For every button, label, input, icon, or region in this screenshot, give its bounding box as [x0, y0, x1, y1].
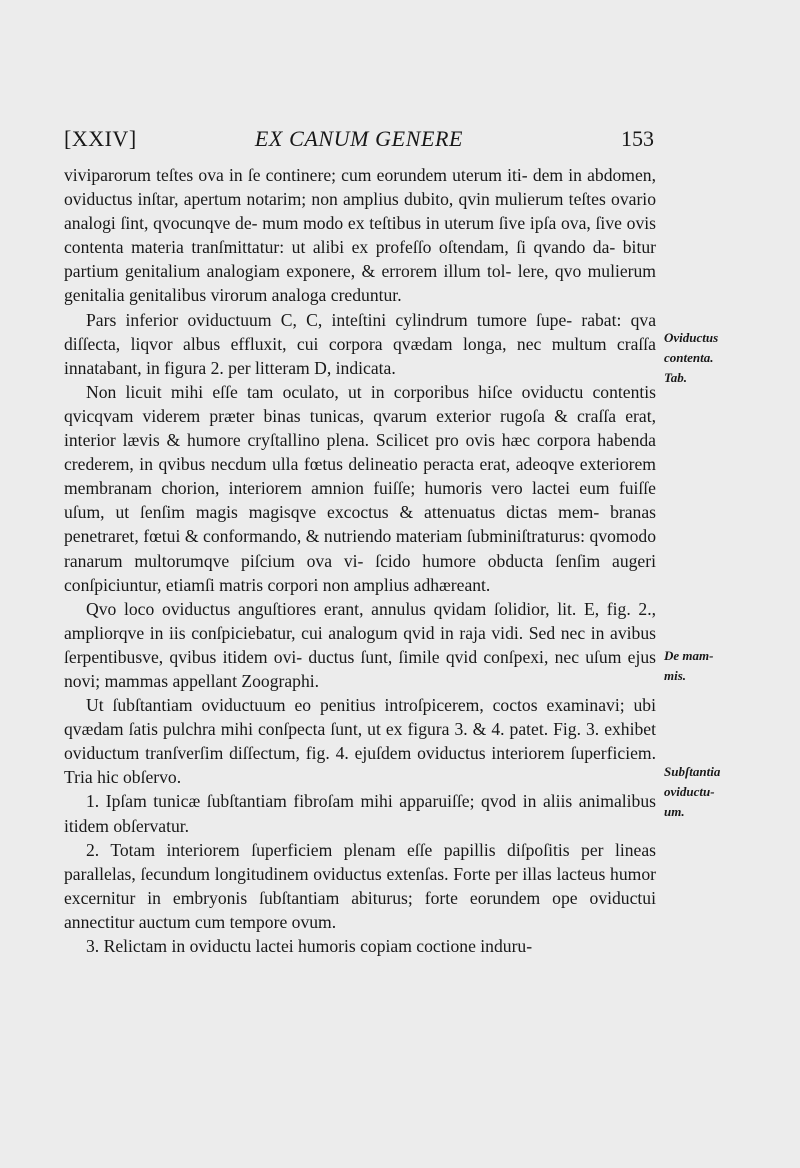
paragraph: viviparorum teſtes ova in ſe continere; cum eorundem uterum iti- dem in abdomen, oviductus inſtar, apertum notarim; non amplius dubito, qvin mulierum teſtes ovario analogi ſint, qvocunqve de- mum modo ex teſtibus in uterum ſive ipſa ova, ſive ovis contenta materia tranſmittatur: ut alibi ex profeſſo oſtendam, ſi qvando da- bitur partium genitalium analogiam exponere, & errorem illum tol- lere, qvo mulierum genitalia genitalibus virorum analoga creduntur.: [64, 165, 656, 306]
paragraph: Ut ſubſtantiam oviductuum eo penitius introſpicerem, coctos examinavi; ubi qvædam ſatis pulchra mihi conſpecta ſunt, ut ex figura 3. & 4. patet. Fig. 3. exhibet oviductum tranſverſim diſſectum, fig. 4. ejuſdem oviductus interiorem ſuperficiem. Tria hic obſervo.: [64, 695, 656, 788]
margin-note-line: oviductu-: [664, 784, 715, 799]
margin-note-line: Tab.: [664, 370, 687, 385]
paragraph: Non licuit mihi eſſe tam oculato, ut in corporibus hiſce oviductu contentis qvicqvam viderem præter binas tunicas, qvarum exterior rugoſa & craſſa erat, interior lævis & humore cryſtallino plena. Scilicet pro ovis hæc corpora habenda crederem, in qvibus necdum ulla fœtus delineatio peracta erat, adeoqve exteriorem membranam chorion, interiorem amnion fuiſſe; humoris vero lactei eum fuiſſe uſum, ut ſenſim magis magisqve excoctus & attenuatus dictas mem- branas penetraret, fœtui & conformando, & nutriendo materiam ſubminiſtraturus: qvomodo ranarum multorumqve piſcium ova vi- ſcido humore obducta ſenſim augeri conſpiciuntur, etiamſi matris corpori non amplius adhæreant.: [64, 381, 656, 595]
running-title: EX CANUM GENERE: [254, 126, 464, 151]
margin-note-line: De mam-: [664, 648, 714, 663]
running-header: [64, 124, 654, 156]
margin-note-line: um.: [664, 804, 685, 819]
margin-note-line: Subſtantia: [664, 764, 721, 779]
margin-note-substantia: [664, 762, 774, 822]
main-text: [64, 163, 656, 958]
paragraph: 3. Relictam in oviductu lactei humoris copiam coctione induru-: [86, 936, 533, 956]
paragraph: 1. Ipſam tunicæ ſubſtantiam fibroſam mihi apparuiſſe; qvod in aliis animalibus itidem obſervatur.: [64, 791, 656, 836]
margin-note-line: mis.: [664, 668, 687, 683]
paragraph: Pars inferior oviductuum C, C, inteſtini cylindrum tumore ſupe- rabat: qva diſſecta, liqvor albus effluxit, cui corpora qvædam longa, nec multum craſſa innatabant, in figura 2. per litteram D, indicata.: [64, 309, 656, 378]
paragraph: Qvo loco oviductus anguſtiores erant, annulus qvidam ſolidior, lit. E, fig. 2., ampliorqve in iis conſpiciebatur, cui analogum qvid in raja vidi. Sed nec in avibus ſerpentibusve, qvibus itidem ovi- ductus ſunt, ſimile qvid conſpexi, nec uſum ejus novi; mammas appellant Zoographi.: [64, 598, 656, 691]
margin-note-line: contenta.: [664, 350, 714, 365]
margin-note-mammis: [664, 646, 774, 686]
paragraph: 2. Totam interiorem ſuperficiem plenam eſſe papillis diſpoſitis per lineas parallelas, ſecundum longitudinem oviductus extenſas. Forte per illas lacteus humor excernitur in embryonis ſubſtantiam abiturus; forte eorundem ope oviductui annectitur auctum cum tempore ovum.: [64, 839, 656, 932]
margin-note-oviductus: [664, 328, 774, 388]
section-number: [XXIV]: [64, 126, 137, 151]
margin-note-line: Oviductus: [664, 330, 719, 345]
page-number: 153: [621, 126, 654, 151]
